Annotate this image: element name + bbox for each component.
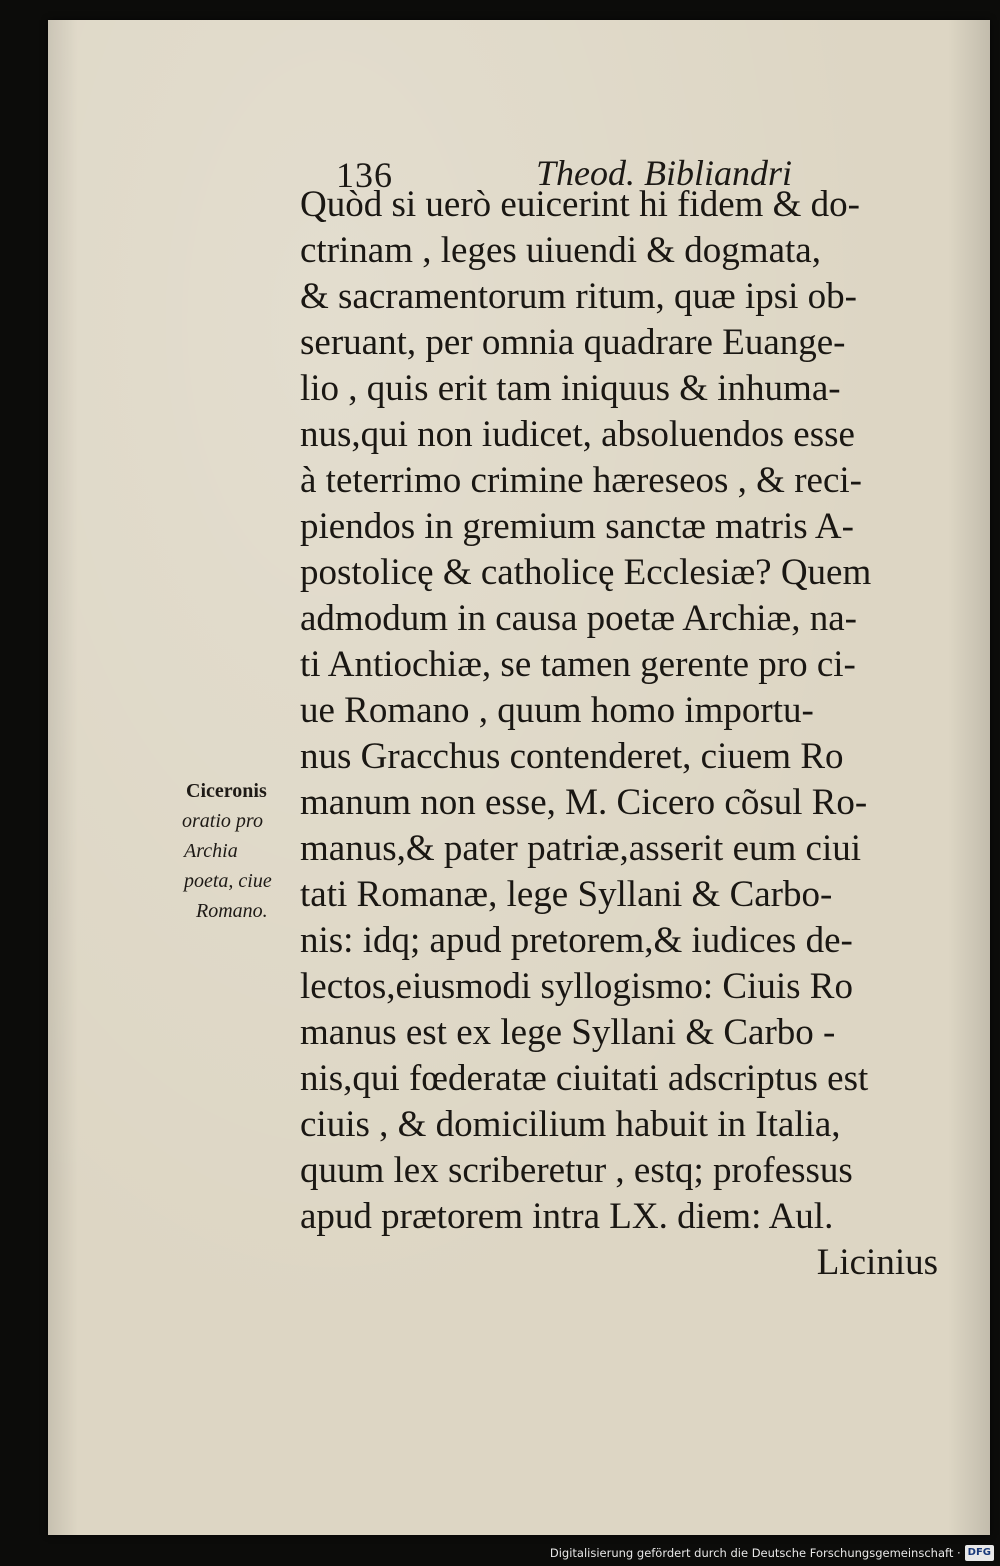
text-line: quum lex scriberetur , estq; professus: [300, 1150, 853, 1191]
text-line: manus est ex lege Syllani & Carbo -: [300, 1012, 836, 1053]
marginal-line: Ciceronis: [186, 780, 267, 802]
funding-credit: Digitalisierung gefördert durch die Deutsche Forschungsgemeinschaft ·: [549, 1546, 961, 1560]
text-line: manus,& pater patriæ,asserit eum ciui: [300, 828, 862, 869]
marginal-line: oratio pro: [182, 810, 263, 832]
text-line: ue Romano , quum homo importu-: [300, 690, 814, 731]
page-number: 136: [336, 155, 393, 195]
text-line: lectos,eiusmodi syllogismo: Ciuis Ro: [300, 966, 853, 1007]
text-line: tati Romanæ, lege Syllani & Carbo-: [300, 874, 833, 915]
main-text-block: [300, 182, 940, 1286]
text-line: à teterrimo crimine hæreseos , & reci-: [300, 460, 862, 501]
dfg-logo-icon: DFG: [965, 1545, 994, 1561]
text-line: ciuis , & domicilium habuit in Italia,: [300, 1104, 841, 1145]
marginal-line: Romano.: [196, 900, 268, 922]
text-line: ti Antiochiæ, se tamen gerente pro ci-: [300, 644, 856, 685]
running-head: Theod. Bibliandri: [536, 153, 793, 193]
text-line: lio , quis erit tam iniquus & inhuma-: [300, 368, 841, 409]
text-line: piendos in gremium sanctæ matris A-: [300, 506, 854, 547]
text-line: nus,qui non iudicet, absoluendos esse: [300, 414, 855, 455]
text-line: postolicę & catholicę Ecclesiæ? Quem: [300, 552, 872, 593]
text-line: nis: idq; apud pretorem,& iudices de-: [300, 920, 853, 961]
marginal-line: Archia: [184, 840, 238, 862]
text-line: Quòd si uerò euicerint hi fidem & do-: [300, 184, 861, 225]
text-line: apud prætorem intra LX. diem: Aul.: [300, 1196, 834, 1237]
text-line: manum non esse, M. Cicero cõsul Ro-: [300, 782, 868, 823]
text-line: admodum in causa poetæ Archiæ, na-: [300, 598, 857, 639]
text-line: ctrinam , leges uiuendi & dogmata,: [300, 230, 821, 271]
text-line: nus Gracchus contenderet, ciuem Ro: [300, 736, 844, 777]
marginal-note: [176, 776, 308, 926]
marginal-line: poeta, ciue: [184, 870, 272, 892]
text-line: nis,qui fœderatæ ciuitati adscriptus est: [300, 1058, 869, 1099]
text-line: seruant, per omnia quadrare Euange-: [300, 322, 846, 363]
digitization-footer: [550, 1542, 994, 1564]
text-line: & sacramentorum ritum, quæ ipsi ob-: [300, 276, 857, 317]
catchword: Licinius: [816, 1242, 938, 1283]
